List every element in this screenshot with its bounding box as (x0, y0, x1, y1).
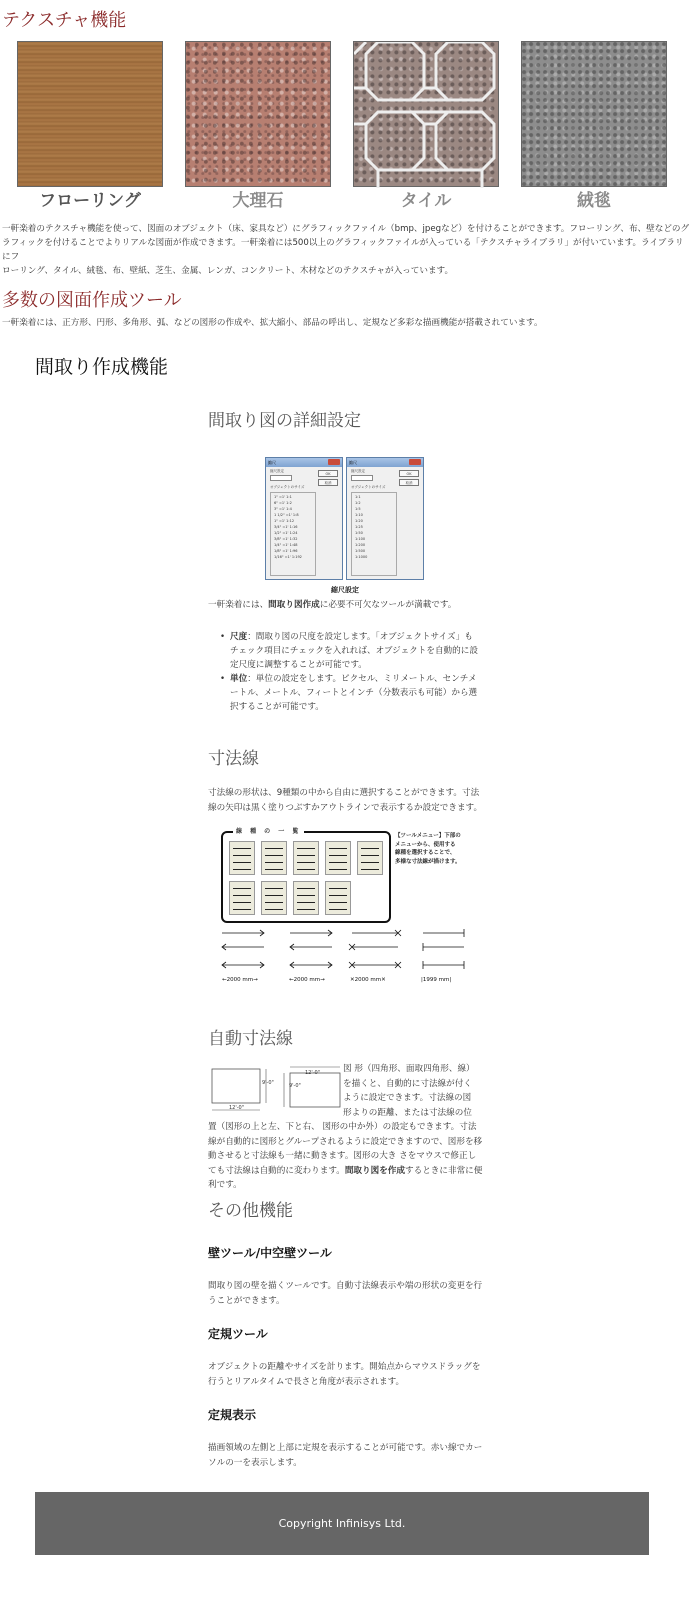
auto-dim-line: 動させると寸法線も一緒に動きます。図形の大き さをマウスで修正し (208, 1151, 477, 1161)
sample-value: 2000 mm (226, 977, 254, 983)
sample-value: 1999 mm (422, 977, 450, 983)
scale-row: 1 1/2" =1' 1:8 (274, 513, 299, 517)
close-icon (328, 459, 340, 465)
auto-dim-line: 形よりの距離、または寸法線の位 (343, 1107, 472, 1118)
line-type-cell (229, 881, 255, 915)
dialog-objsize-checkbox: オブジェクトのサイズ (270, 485, 305, 489)
feature-text: ：単位の設定をします。ピクセル、ミリメートル、センチメ (247, 674, 477, 684)
dialog-ok-button: OK (318, 470, 338, 477)
auto-dim-label: 9'-0" (289, 1083, 301, 1089)
dialog-scale-input (351, 475, 373, 481)
ruler-tool-line: 行うとリアルタイムで長さと角度が表示されます。 (208, 1376, 405, 1387)
auto-dim-text: ても寸法線は自動的に変わります。 (208, 1165, 345, 1176)
dialog-scale-label: 縮尺設定 (351, 469, 365, 473)
dialog-caption: 縮尺設定 (331, 586, 359, 594)
detail-intro (208, 598, 488, 613)
wall-tool-desc (208, 1279, 493, 1308)
scale-row: 3" =1' 1:4 (274, 507, 292, 511)
line-type-panel (221, 828, 391, 923)
dialog-scale-input (270, 475, 292, 481)
scale-row: 1:50 (355, 531, 363, 535)
other-heading: その他機能 (208, 1201, 293, 1221)
detail-feature-list (230, 630, 482, 714)
auto-dim-label: 12'-0" (305, 1070, 321, 1076)
texture-desc-line: ラフィックを付けることでよりリアルな図面が作成できます。一軒楽着には500以上のグラフィックファイルが入っている「テクスチャライブラリ」が付いています。ライブラリにフ (2, 238, 684, 262)
note-line: 線種を選択することで、 (395, 850, 456, 856)
detail-heading: 間取り図の詳細設定 (208, 411, 361, 431)
scale-row: 1:1000 (355, 555, 368, 559)
dialog-scale-label: 縮尺設定 (270, 469, 284, 473)
auto-dim-line: 置（図形の上と左、下と右、 図形の中か外）の設定もできます。寸法 (208, 1122, 477, 1132)
dimension-description (208, 786, 493, 815)
note-line: 多様な寸法線が描けます。 (395, 858, 461, 865)
texture-desc-line: 一軒楽着のテクスチャ機能を使って、図面のオブジェクト（床、家具など）にグラフィックファイル（bmp、jpegなど）を付けることができます。フローリング、布、壁などのグ (2, 224, 690, 234)
dimension-samples (218, 925, 470, 995)
scale-row: 1:20 (355, 519, 363, 523)
scale-dialog-figure (265, 457, 425, 580)
dialog-scale-group (270, 492, 316, 576)
line-type-cell (357, 841, 383, 875)
feature-term: 尺度 (230, 632, 248, 642)
dialog-scale-group (351, 492, 397, 576)
scale-row: 1" =1' 1:12 (274, 519, 295, 523)
dialog-objsize-checkbox: オブジェクトのサイズ (351, 485, 386, 489)
copyright-text: Copyright Infinisys Ltd. (278, 1517, 406, 1530)
dialog-titlebar: 縮尺 (347, 458, 423, 467)
texture-description (2, 222, 692, 278)
sample-value: 2000 mm (293, 977, 321, 983)
tools-description: 一軒楽着には、正方形、円形、多角形、弧、などの図形の作成や、拡大縮小、部品の呼出し、定規など多彩な描画機能が搭載されています。 (2, 318, 543, 328)
auto-dim-line: を描くと、自動的に寸法線が付く (343, 1078, 472, 1089)
line-type-cell (325, 841, 351, 875)
auto-dim-heading: 自動寸法線 (208, 1029, 293, 1049)
scale-row: 1/2" =1' 1:24 (274, 531, 298, 535)
marble-label: 大理石 (232, 191, 284, 211)
line-panel-title: 線 種 の 一 覧 (233, 826, 304, 835)
line-type-note (395, 832, 461, 866)
auto-dim-text-right (343, 1062, 483, 1120)
scale-row: 1:100 (355, 537, 366, 541)
scale-row: 3/4" =1' 1:16 (274, 525, 298, 529)
auto-dim-line: 利です。 (208, 1180, 242, 1190)
line-type-cell (293, 881, 319, 915)
ruler-display-title: 定規表示 (208, 1408, 257, 1422)
wall-tool-line: うことができます。 (208, 1295, 285, 1306)
ruler-tool-desc (208, 1360, 493, 1389)
floorplan-heading: 間取り作成機能 (35, 356, 169, 378)
sample-value: 2000 mm (354, 977, 382, 983)
footer (35, 1492, 649, 1555)
auto-dim-line (208, 1164, 493, 1179)
scale-row: 3/8" =1' 1:32 (274, 537, 298, 541)
feature-term: 単位 (230, 674, 248, 684)
texture-heading: テクスチャ機能 (2, 10, 127, 31)
dialog-cancel-button: 取消 (399, 479, 419, 486)
carpet-label: 絨毯 (577, 191, 611, 211)
feature-text: 択することが可能です。 (230, 702, 324, 712)
feature-scale (230, 630, 482, 672)
flooring-label: フローリング (39, 191, 141, 211)
ruler-display-line: 描画領域の左側と上部に定規を表示することが可能です。赤い線でカー (208, 1443, 483, 1453)
ruler-display-line: ソルの一を表示します。 (208, 1457, 302, 1468)
tools-heading: 多数の図面作成ツール (2, 290, 182, 311)
texture-tile (353, 41, 499, 211)
carpet-swatch (521, 41, 667, 187)
line-type-cell (325, 881, 351, 915)
intro-text: に必要不可欠なツールが満載です。 (319, 600, 457, 610)
feature-unit (230, 672, 482, 714)
auto-dim-label: 9'-0" (262, 1080, 274, 1086)
scale-row: 6" =1' 1:2 (274, 501, 292, 505)
ruler-tool-line: オブジェクトの距離やサイズを計ります。開始点からマウスドラッグを (208, 1362, 481, 1372)
scale-row: 1/8" =1' 1:96 (274, 549, 298, 553)
auto-dim-label: 12'-0" (229, 1105, 245, 1111)
scale-row: 1:2 (355, 501, 361, 505)
line-type-cell (261, 881, 287, 915)
auto-dim-line: 図 形（四角形、面取四角形、線） (343, 1064, 475, 1074)
line-type-cell (293, 841, 319, 875)
texture-marble (185, 41, 331, 211)
dimension-desc-line: 線の矢印は黒く塗りつぶすかアウトラインで表示するか設定できます。 (208, 802, 483, 813)
dimension-sample-label: ←2000 mm→ (222, 977, 258, 983)
close-icon (409, 459, 421, 465)
dialog-ok-button: OK (399, 470, 419, 477)
tile-swatch (353, 41, 499, 187)
line-type-cell (261, 841, 287, 875)
marble-swatch (185, 41, 331, 187)
scale-row: 1:500 (355, 549, 366, 553)
texture-flooring (17, 41, 163, 211)
scale-row: 1:25 (355, 525, 363, 529)
scale-row: 1" =1' 1:1 (274, 495, 292, 499)
auto-dim-text-full (208, 1120, 493, 1193)
dimension-heading: 寸法線 (208, 749, 259, 769)
intro-text: 一軒楽着には、 (208, 600, 269, 610)
dimension-sample-label: |1999 mm| (421, 977, 452, 983)
note-line: メニューから、使用する (395, 841, 456, 848)
scale-row: 1/16" =1' 1:192 (274, 555, 302, 559)
texture-carpet (521, 41, 667, 211)
ruler-tool-title: 定規ツール (208, 1327, 268, 1341)
auto-dim-text: するときに非常に便 (405, 1165, 483, 1176)
dimension-desc-line: 寸法線の形状は、9種類の中から自由に選択することができます。寸法 (208, 788, 480, 798)
feature-text: ：間取り図の尺度を設定します。「オブジェクトサイズ」も (247, 632, 473, 642)
auto-dim-line: 線が自動的に図形とグループされるように設定できますので、図形を移 (208, 1136, 483, 1147)
flooring-swatch (17, 41, 163, 187)
note-line: 【ツールメニュー】下部の (395, 833, 461, 839)
scale-dialog-right (346, 457, 424, 580)
feature-text: 定尺度に調整することが可能です。 (230, 660, 367, 670)
tile-label: タイル (400, 191, 452, 211)
dialog-cancel-button: 取消 (318, 479, 338, 486)
auto-dim-bold: 間取り図を作成 (344, 1165, 405, 1176)
texture-desc-line: ローリング、タイル、絨毯、布、壁紙、芝生、金属、レンガ、コンクリート、木材などのテクスチャが入っています。 (2, 266, 454, 276)
auto-dim-line: ように設定できます。寸法線の図 (343, 1093, 472, 1103)
ruler-display-desc (208, 1441, 493, 1470)
dimension-sample-label: ←2000 mm→ (289, 977, 325, 983)
scale-row: 1:5 (355, 507, 361, 511)
scale-row: 1:1 (355, 495, 361, 499)
wall-tool-line: 間取り図の壁を描くツールです。自動寸法線表示や端の形状の変更を行 (208, 1281, 483, 1291)
scale-dialog-left (265, 457, 343, 580)
scale-row: 1:200 (355, 543, 366, 547)
scale-row: 1/4" =1' 1:48 (274, 543, 298, 547)
feature-text: チェック項目にチェックを入れれば、オブジェクトを自動的に設 (230, 646, 478, 656)
tile-grout-pattern (354, 42, 500, 188)
dialog-titlebar: 縮尺 (266, 458, 342, 467)
feature-text: ートル、メートル、フィートとインチ（分数表示も可能）から選 (230, 688, 478, 698)
wall-tool-title: 壁ツール/中空壁ツール (208, 1246, 332, 1260)
intro-bold: 間取り図作成 (268, 600, 320, 610)
line-type-cell (229, 841, 255, 875)
scale-row: 1:10 (355, 513, 363, 517)
dimension-sample-label: ✕2000 mm✕ (350, 977, 386, 983)
